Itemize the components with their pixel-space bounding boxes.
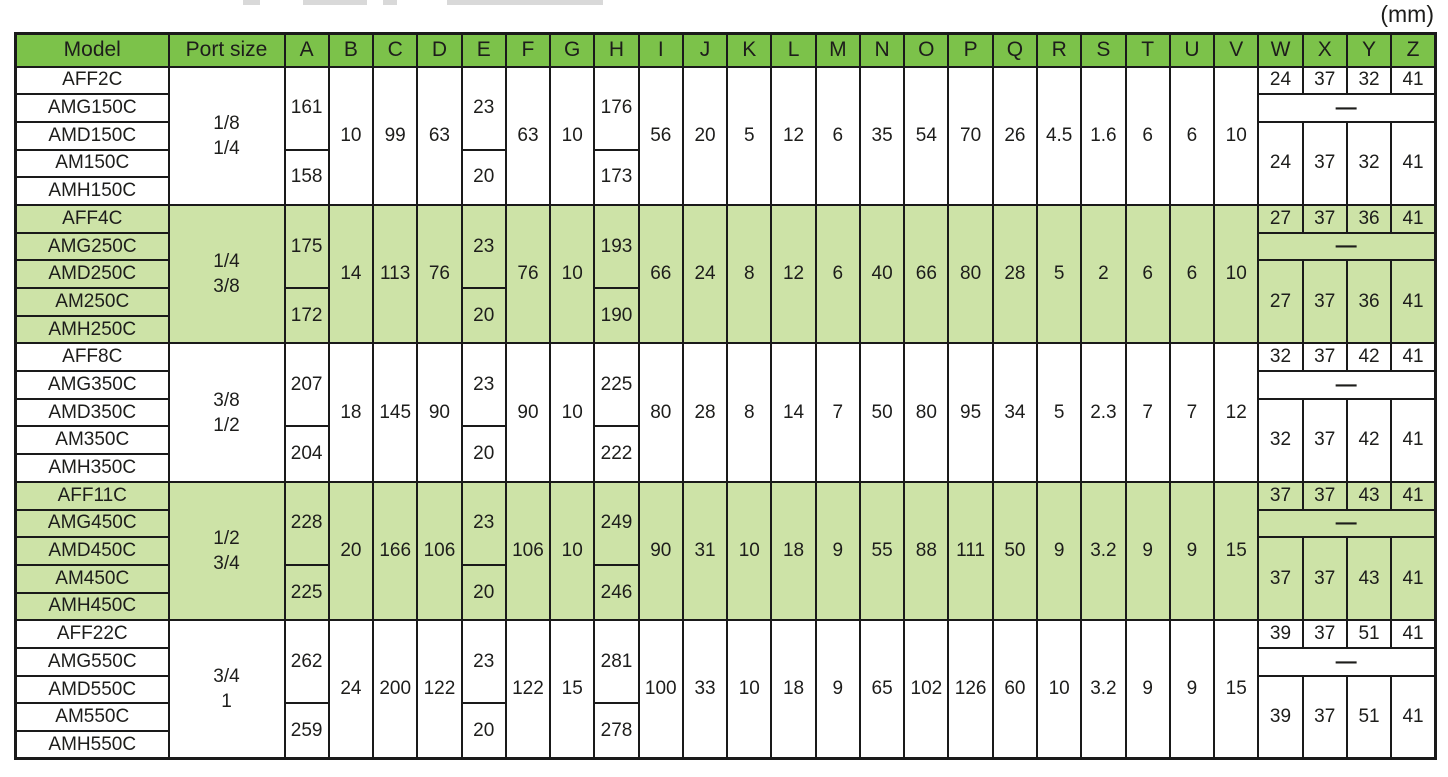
dash-cell: — — [1258, 648, 1435, 676]
model-cell: AFF8C — [16, 343, 169, 371]
col-header-h: H — [594, 34, 638, 67]
dim-cell-n: 65 — [860, 620, 904, 758]
dim-cell-w: 37 — [1258, 482, 1302, 510]
table-head — [16, 34, 1436, 67]
dim-cell-e: 23 — [462, 620, 506, 703]
dim-cell-x: 37 — [1303, 343, 1347, 371]
dim-cell-o: 66 — [904, 205, 948, 343]
dim-cell-p: 95 — [948, 343, 992, 481]
port-size-line: 1/2 — [213, 528, 240, 550]
dim-cell-y: 32 — [1347, 122, 1391, 205]
dim-cell-z: 41 — [1391, 67, 1435, 95]
col-header-o: O — [904, 34, 948, 67]
dim-cell-x: 37 — [1303, 537, 1347, 620]
dim-cell-m: 6 — [816, 205, 860, 343]
col-header-t: T — [1126, 34, 1170, 67]
model-cell: AM250C — [16, 288, 169, 316]
dim-cell-b: 20 — [329, 482, 373, 620]
dim-cell-d: 90 — [417, 343, 461, 481]
model-cell: AMD350C — [16, 399, 169, 427]
model-cell: AMH350C — [16, 454, 169, 482]
dim-cell-j: 31 — [683, 482, 727, 620]
dim-cell-i: 100 — [639, 620, 683, 758]
model-cell: AMH550C — [16, 731, 169, 759]
dim-cell-i: 80 — [639, 343, 683, 481]
model-cell: AMD150C — [16, 122, 169, 150]
dim-cell-c: 200 — [373, 620, 417, 758]
col-header-c: C — [373, 34, 417, 67]
dim-cell-y: 43 — [1347, 537, 1391, 620]
dim-cell-d: 122 — [417, 620, 461, 758]
model-cell: AFF11C — [16, 482, 169, 510]
dim-cell-e: 23 — [462, 205, 506, 288]
model-cell: AFF22C — [16, 620, 169, 648]
col-header-j: J — [683, 34, 727, 67]
dim-cell-p: 70 — [948, 67, 992, 205]
dim-cell-y: 42 — [1347, 343, 1391, 371]
dim-cell-u: 7 — [1170, 343, 1214, 481]
dim-cell-k: 5 — [727, 67, 771, 205]
col-header-x: X — [1303, 34, 1347, 67]
dim-cell-v: 10 — [1214, 67, 1258, 205]
dim-cell-h: 193 — [594, 205, 638, 288]
table-body — [16, 67, 1436, 759]
dim-cell-s: 3.2 — [1081, 482, 1125, 620]
dim-cell-b: 10 — [329, 67, 373, 205]
model-cell: AMG350C — [16, 371, 169, 399]
model-cell: AM450C — [16, 565, 169, 593]
dim-cell-y: 42 — [1347, 399, 1391, 482]
dim-cell-j: 28 — [683, 343, 727, 481]
model-cell: AM150C — [16, 150, 169, 178]
dim-cell-m: 6 — [816, 67, 860, 205]
col-header-i: I — [639, 34, 683, 67]
dash-cell: — — [1258, 371, 1435, 399]
col-header-n: N — [860, 34, 904, 67]
table-row — [16, 67, 1436, 95]
dim-cell-r: 4.5 — [1037, 67, 1081, 205]
dim-cell-a: 207 — [285, 343, 329, 426]
dim-cell-y: 51 — [1347, 676, 1391, 759]
model-cell: AMG450C — [16, 510, 169, 538]
dim-cell-e: 20 — [462, 288, 506, 343]
dim-cell-z: 41 — [1391, 205, 1435, 233]
dim-cell-b: 18 — [329, 343, 373, 481]
col-header-model: Model — [16, 34, 169, 67]
dim-cell-f: 63 — [506, 67, 550, 205]
dim-cell-h: 176 — [594, 67, 638, 150]
dim-cell-s: 2.3 — [1081, 343, 1125, 481]
dim-cell-a: 172 — [285, 288, 329, 343]
dim-cell-w: 37 — [1258, 537, 1302, 620]
dim-cell-q: 26 — [993, 67, 1037, 205]
model-cell: AMD450C — [16, 537, 169, 565]
dim-cell-w: 32 — [1258, 399, 1302, 482]
port-size-cell — [169, 620, 285, 758]
dim-cell-d: 76 — [417, 205, 461, 343]
dim-cell-w: 24 — [1258, 67, 1302, 95]
dim-cell-h: 173 — [594, 150, 638, 205]
model-cell: AMG250C — [16, 233, 169, 261]
col-header-z: Z — [1391, 34, 1435, 67]
dim-cell-m: 9 — [816, 620, 860, 758]
dim-cell-y: 36 — [1347, 205, 1391, 233]
dim-cell-l: 12 — [771, 67, 815, 205]
dim-cell-f: 106 — [506, 482, 550, 620]
dim-cell-l: 14 — [771, 343, 815, 481]
dim-cell-v: 12 — [1214, 343, 1258, 481]
dim-cell-d: 106 — [417, 482, 461, 620]
dim-cell-a: 161 — [285, 67, 329, 150]
dim-cell-z: 41 — [1391, 676, 1435, 759]
dim-cell-w: 24 — [1258, 122, 1302, 205]
port-size-line: 1/8 — [213, 112, 240, 134]
dim-cell-m: 7 — [816, 343, 860, 481]
dim-cell-f: 122 — [506, 620, 550, 758]
dim-cell-l: 18 — [771, 482, 815, 620]
dim-cell-z: 41 — [1391, 399, 1435, 482]
col-header-port-size: Port size — [169, 34, 285, 67]
dim-cell-k: 8 — [727, 205, 771, 343]
dim-cell-k: 10 — [727, 620, 771, 758]
dim-cell-x: 37 — [1303, 620, 1347, 648]
dim-cell-h: 246 — [594, 565, 638, 620]
dim-cell-y: 36 — [1347, 260, 1391, 343]
dim-cell-h: 222 — [594, 426, 638, 481]
dim-cell-l: 18 — [771, 620, 815, 758]
port-size-line: 1/4 — [213, 137, 240, 159]
col-header-r: R — [1037, 34, 1081, 67]
dim-cell-a: 225 — [285, 565, 329, 620]
unit-label: (mm) — [1380, 1, 1434, 27]
dim-cell-z: 41 — [1391, 620, 1435, 648]
port-size-line: 3/4 — [213, 553, 240, 575]
col-header-k: K — [727, 34, 771, 67]
model-cell: AMG150C — [16, 94, 169, 122]
dim-cell-k: 8 — [727, 343, 771, 481]
table-row — [16, 482, 1436, 510]
col-header-l: L — [771, 34, 815, 67]
dim-cell-c: 145 — [373, 343, 417, 481]
dim-cell-v: 15 — [1214, 620, 1258, 758]
dim-cell-a: 259 — [285, 703, 329, 758]
dim-cell-e: 23 — [462, 482, 506, 565]
dim-cell-l: 12 — [771, 205, 815, 343]
dim-cell-g: 10 — [550, 205, 594, 343]
dim-cell-y: 51 — [1347, 620, 1391, 648]
col-header-w: W — [1258, 34, 1302, 67]
dim-cell-t: 9 — [1126, 482, 1170, 620]
dim-cell-r: 5 — [1037, 343, 1081, 481]
dim-cell-x: 37 — [1303, 399, 1347, 482]
dim-cell-e: 23 — [462, 343, 506, 426]
dim-cell-n: 35 — [860, 67, 904, 205]
dim-cell-z: 41 — [1391, 122, 1435, 205]
dim-cell-h: 249 — [594, 482, 638, 565]
col-header-q: Q — [993, 34, 1037, 67]
dim-cell-o: 54 — [904, 67, 948, 205]
col-header-e: E — [462, 34, 506, 67]
col-header-s: S — [1081, 34, 1125, 67]
dim-cell-i: 56 — [639, 67, 683, 205]
col-header-g: G — [550, 34, 594, 67]
port-size-cell — [169, 205, 285, 343]
dim-cell-t: 7 — [1126, 343, 1170, 481]
dim-cell-w: 32 — [1258, 343, 1302, 371]
dim-cell-z: 41 — [1391, 482, 1435, 510]
dim-cell-c: 99 — [373, 67, 417, 205]
cropped-text-remnant — [303, 0, 367, 5]
dim-cell-u: 6 — [1170, 67, 1214, 205]
model-cell: AMD250C — [16, 260, 169, 288]
dim-cell-h: 278 — [594, 703, 638, 758]
dim-cell-d: 63 — [417, 67, 461, 205]
dim-cell-t: 9 — [1126, 620, 1170, 758]
model-cell: AMH150C — [16, 177, 169, 205]
dim-cell-s: 1.6 — [1081, 67, 1125, 205]
col-header-m: M — [816, 34, 860, 67]
dim-cell-u: 9 — [1170, 482, 1214, 620]
dim-cell-a: 175 — [285, 205, 329, 288]
dim-cell-m: 9 — [816, 482, 860, 620]
dim-cell-z: 41 — [1391, 537, 1435, 620]
dim-cell-e: 23 — [462, 67, 506, 150]
port-size-line: 3/4 — [213, 666, 240, 688]
dim-cell-v: 15 — [1214, 482, 1258, 620]
dim-cell-x: 37 — [1303, 205, 1347, 233]
dim-cell-z: 41 — [1391, 343, 1435, 371]
dim-cell-u: 6 — [1170, 205, 1214, 343]
model-cell: AFF2C — [16, 67, 169, 95]
dim-cell-j: 24 — [683, 205, 727, 343]
port-size-cell — [169, 343, 285, 481]
dim-cell-x: 37 — [1303, 676, 1347, 759]
dim-cell-v: 10 — [1214, 205, 1258, 343]
table-row — [16, 343, 1436, 371]
model-cell: AMH250C — [16, 316, 169, 344]
dim-cell-u: 9 — [1170, 620, 1214, 758]
dim-cell-t: 6 — [1126, 205, 1170, 343]
dim-cell-e: 20 — [462, 565, 506, 620]
dim-cell-n: 40 — [860, 205, 904, 343]
col-header-y: Y — [1347, 34, 1391, 67]
model-cell: AMG550C — [16, 648, 169, 676]
dim-cell-o: 88 — [904, 482, 948, 620]
port-size-line: 1/2 — [213, 414, 240, 436]
dim-cell-w: 27 — [1258, 205, 1302, 233]
dim-cell-o: 80 — [904, 343, 948, 481]
dim-cell-h: 190 — [594, 288, 638, 343]
dim-cell-o: 102 — [904, 620, 948, 758]
model-cell: AMD550C — [16, 676, 169, 704]
dim-cell-z: 41 — [1391, 260, 1435, 343]
dim-cell-f: 76 — [506, 205, 550, 343]
dim-cell-i: 90 — [639, 482, 683, 620]
dim-cell-y: 43 — [1347, 482, 1391, 510]
dim-cell-x: 37 — [1303, 482, 1347, 510]
col-header-b: B — [329, 34, 373, 67]
dim-cell-h: 281 — [594, 620, 638, 703]
header-row — [16, 34, 1436, 67]
dim-cell-r: 9 — [1037, 482, 1081, 620]
model-cell: AM550C — [16, 703, 169, 731]
dash-cell: — — [1258, 233, 1435, 261]
dim-cell-y: 32 — [1347, 67, 1391, 95]
dim-cell-w: 39 — [1258, 676, 1302, 759]
dim-cell-q: 60 — [993, 620, 1037, 758]
dim-cell-j: 20 — [683, 67, 727, 205]
dim-cell-g: 10 — [550, 482, 594, 620]
dim-cell-c: 113 — [373, 205, 417, 343]
dim-cell-h: 225 — [594, 343, 638, 426]
dim-cell-t: 6 — [1126, 67, 1170, 205]
dim-cell-e: 20 — [462, 150, 506, 205]
model-cell: AM350C — [16, 426, 169, 454]
dim-cell-q: 28 — [993, 205, 1037, 343]
dim-cell-g: 10 — [550, 343, 594, 481]
cropped-text-remnant — [447, 0, 603, 5]
dim-cell-w: 27 — [1258, 260, 1302, 343]
dim-cell-b: 14 — [329, 205, 373, 343]
col-header-u: U — [1170, 34, 1214, 67]
dim-cell-s: 2 — [1081, 205, 1125, 343]
port-size-cell — [169, 67, 285, 205]
dim-cell-w: 39 — [1258, 620, 1302, 648]
dim-cell-p: 111 — [948, 482, 992, 620]
dim-cell-x: 37 — [1303, 122, 1347, 205]
dim-cell-r: 5 — [1037, 205, 1081, 343]
dim-cell-a: 204 — [285, 426, 329, 481]
dim-cell-a: 262 — [285, 620, 329, 703]
dim-cell-q: 50 — [993, 482, 1037, 620]
dim-cell-k: 10 — [727, 482, 771, 620]
col-header-d: D — [417, 34, 461, 67]
dimensions-table — [14, 32, 1437, 760]
cropped-text-remnant — [383, 0, 397, 5]
dim-cell-s: 3.2 — [1081, 620, 1125, 758]
col-header-f: F — [506, 34, 550, 67]
dim-cell-c: 166 — [373, 482, 417, 620]
dim-cell-f: 90 — [506, 343, 550, 481]
dim-cell-b: 24 — [329, 620, 373, 758]
table-row — [16, 205, 1436, 233]
dim-cell-p: 126 — [948, 620, 992, 758]
col-header-a: A — [285, 34, 329, 67]
dash-cell: — — [1258, 94, 1435, 122]
dash-cell: — — [1258, 510, 1435, 538]
dim-cell-a: 158 — [285, 150, 329, 205]
dim-cell-e: 20 — [462, 426, 506, 481]
model-cell: AMH450C — [16, 593, 169, 621]
port-size-line: 1 — [221, 691, 232, 713]
dim-cell-i: 66 — [639, 205, 683, 343]
model-cell: AFF4C — [16, 205, 169, 233]
port-size-line: 3/8 — [213, 389, 240, 411]
dim-cell-x: 37 — [1303, 67, 1347, 95]
dim-cell-a: 228 — [285, 482, 329, 565]
dim-cell-g: 10 — [550, 67, 594, 205]
dim-cell-r: 10 — [1037, 620, 1081, 758]
col-header-p: P — [948, 34, 992, 67]
col-header-v: V — [1214, 34, 1258, 67]
dim-cell-n: 55 — [860, 482, 904, 620]
dim-cell-p: 80 — [948, 205, 992, 343]
table-row — [16, 620, 1436, 648]
dim-cell-e: 20 — [462, 703, 506, 758]
port-size-cell — [169, 482, 285, 620]
dim-cell-q: 34 — [993, 343, 1037, 481]
port-size-line: 3/8 — [213, 276, 240, 298]
dim-cell-x: 37 — [1303, 260, 1347, 343]
cropped-text-remnant — [243, 0, 260, 5]
port-size-line: 1/4 — [213, 251, 240, 273]
dim-cell-j: 33 — [683, 620, 727, 758]
dim-cell-n: 50 — [860, 343, 904, 481]
dim-cell-g: 15 — [550, 620, 594, 758]
